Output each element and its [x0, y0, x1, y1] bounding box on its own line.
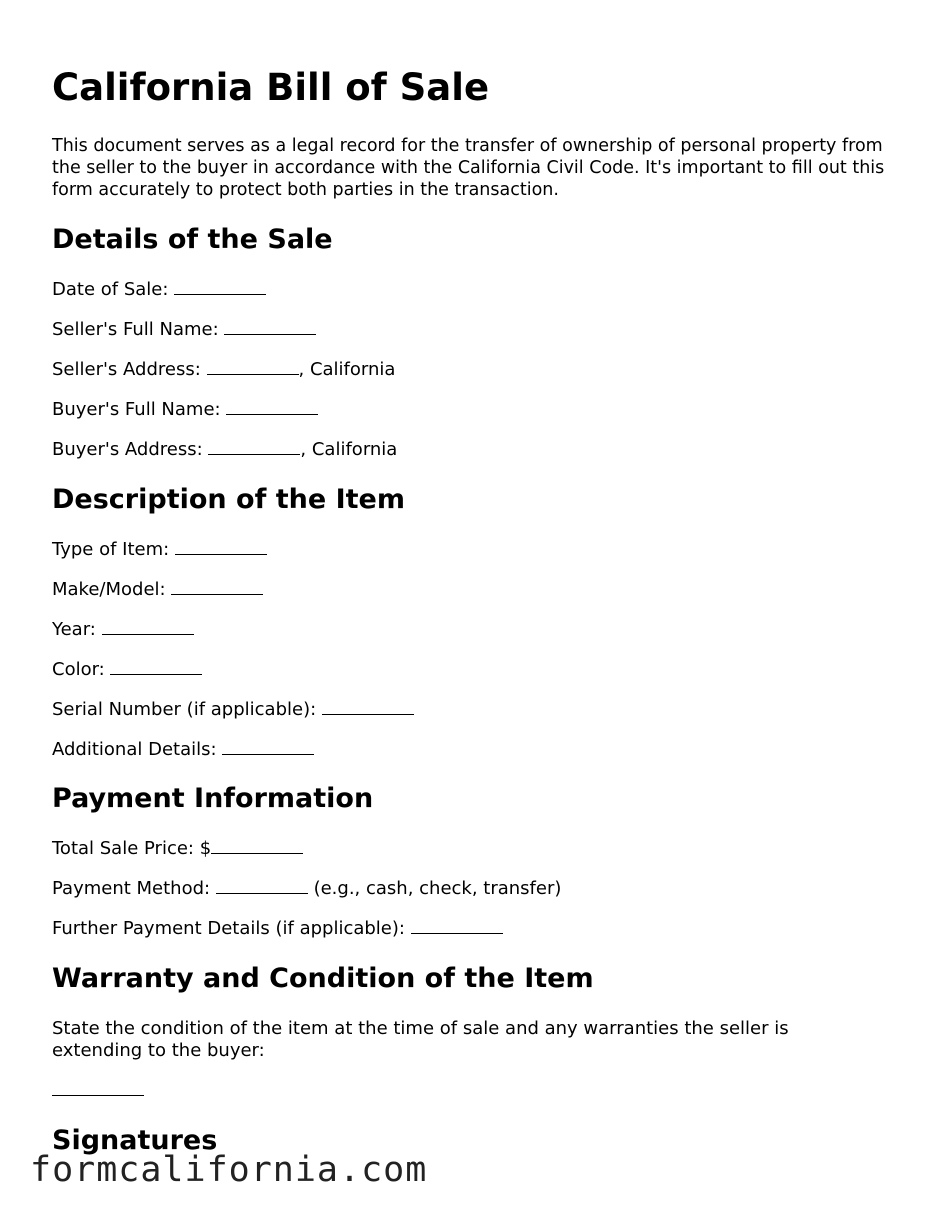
seller-address-line	[52, 359, 395, 381]
seller-name-field[interactable]	[224, 320, 316, 335]
further-payment-line	[52, 918, 503, 940]
buyer-address-line	[52, 439, 397, 461]
additional-details-field[interactable]	[222, 740, 314, 755]
payment-method-examples: (e.g., cash, check, transfer)	[313, 878, 562, 899]
date-of-sale-field[interactable]	[174, 280, 266, 295]
serial-number-field[interactable]	[322, 700, 414, 715]
item-heading: Description of the Item	[52, 484, 405, 515]
date-of-sale-line	[52, 279, 266, 301]
color-field[interactable]	[110, 660, 202, 675]
further-payment-field[interactable]	[411, 919, 503, 934]
seller-address-field[interactable]	[207, 360, 299, 375]
document-title: California Bill of Sale	[52, 66, 490, 109]
seller-address-suffix: , California	[298, 359, 396, 380]
additional-details-label: Additional Details:	[52, 739, 217, 760]
payment-method-label: Payment Method:	[52, 878, 211, 899]
further-payment-label: Further Payment Details (if applicable):	[52, 918, 405, 939]
color-label: Color:	[52, 659, 105, 680]
warranty-blank-line	[52, 1080, 144, 1102]
signatures-heading: Signatures	[52, 1125, 218, 1156]
total-price-field[interactable]	[211, 839, 303, 854]
seller-name-label: Seller's Full Name:	[52, 319, 219, 340]
payment-heading: Payment Information	[52, 783, 374, 814]
year-field[interactable]	[102, 620, 194, 635]
payment-method-field[interactable]	[216, 879, 308, 894]
intro-paragraph: This document serves as a legal record for the transfer of ownership of personal property from the seller to the buyer in accordance with the California Civil Code. It's important to fill out this form accurately to protect both parties in the transaction.	[52, 136, 885, 200]
item-type-label: Type of Item:	[52, 539, 170, 560]
date-of-sale-label: Date of Sale:	[52, 279, 169, 300]
warranty-field[interactable]	[52, 1081, 144, 1096]
site-watermark: formcalifornia.com	[30, 1150, 428, 1190]
color-line	[52, 659, 202, 681]
year-label: Year:	[52, 619, 96, 640]
buyer-address-field[interactable]	[208, 440, 300, 455]
item-type-line	[52, 539, 267, 561]
make-model-line	[52, 579, 263, 601]
details-heading: Details of the Sale	[52, 224, 333, 255]
warranty-heading: Warranty and Condition of the Item	[52, 963, 594, 994]
make-model-field[interactable]	[171, 580, 263, 595]
buyer-name-field[interactable]	[226, 400, 318, 415]
buyer-address-label: Buyer's Address:	[52, 439, 203, 460]
buyer-name-line	[52, 399, 318, 421]
year-line	[52, 619, 194, 641]
additional-details-line	[52, 739, 314, 761]
total-price-label: Total Sale Price: $	[52, 838, 212, 859]
total-price-line	[52, 838, 303, 860]
warranty-text: State the condition of the item at the time of sale and any warranties the seller is extending to the buyer:	[52, 1018, 789, 1061]
serial-number-label: Serial Number (if applicable):	[52, 699, 317, 720]
buyer-address-suffix: , California	[300, 439, 398, 460]
payment-method-line	[52, 878, 561, 900]
serial-number-line	[52, 699, 414, 721]
seller-name-line	[52, 319, 316, 341]
seller-address-label: Seller's Address:	[52, 359, 201, 380]
make-model-label: Make/Model:	[52, 579, 166, 600]
buyer-name-label: Buyer's Full Name:	[52, 399, 221, 420]
item-type-field[interactable]	[175, 540, 267, 555]
